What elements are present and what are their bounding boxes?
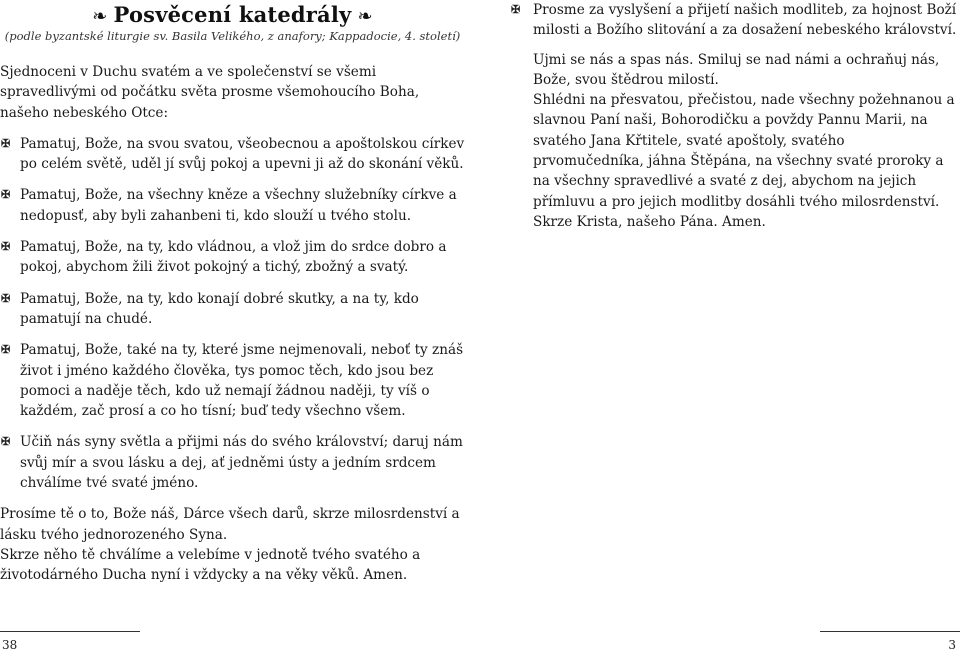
intro-paragraph: Sjednoceni v Duchu svatém a ve společenství se všemi spravedlivými od počátku světa prosme všemohoucího Boha, našeho nebeského Otce: bbox=[0, 64, 420, 121]
cross-icon: ✠ bbox=[1, 188, 11, 202]
page-subtitle: (podle byzantské liturgie sv. Basila Velikého, z anafory; Kappadocie, 4. století) bbox=[4, 29, 461, 43]
petition-text: Pamatuj, Bože, na ty, kdo vládnou, a vlož jim do srdce dobro a pokoj, abychom žili život pokojný a tichý, zbožný a svatý. bbox=[20, 239, 447, 276]
response-paragraph: Ujmi se nás a spas nás. Smiluj se nad námi a ochraňuj nás, Bože, svou štědrou milostí. bbox=[533, 51, 940, 88]
petition-text: Prosme za vyslyšení a přijetí našich modliteb, za hojnost Boží milosti a Božího slitování a za dosažení nebeského království. bbox=[533, 2, 957, 39]
closing-doxology: Skrze něho tě chválíme a velebíme v jednotě tvého svatého a životodárného Ducha nyní i vždycky a na věky věků. Amen. bbox=[0, 546, 421, 584]
fleuron-icon: ❧ bbox=[357, 6, 373, 27]
fleuron-icon: ❧ bbox=[92, 6, 108, 27]
footer-rule-left bbox=[0, 631, 140, 632]
footer-rule-right bbox=[820, 631, 960, 632]
right-page bbox=[511, 0, 958, 232]
petition-text: Učiň nás syny světla a přijmi nás do svého království; daruj nám svůj mír a svou lásku a dej, ať jedněmi ústy a jedním srdcem chválíme tvé svaté jméno. bbox=[20, 434, 463, 492]
page-title bbox=[0, 2, 465, 27]
closing-paragraph: Prosíme tě o to, Bože náš, Dárce všech darů, skrze milosrdenství a lásku tvého jednorozeného Syna. bbox=[0, 506, 460, 543]
petition-item bbox=[0, 237, 465, 278]
cross-icon: ✠ bbox=[1, 136, 11, 150]
petition-text: Pamatuj, Bože, také na ty, které jsme nejmenovali, neboť ty znáš život i jméno každého člověka, tys pomoc těch, kdo jsou bez pomoci a naděje těch, kdo už nemají žádnou naději, ty víš o každém, zač prosí a co ho tísní; buď tedy všechno všem. bbox=[20, 342, 464, 420]
cross-icon: ✠ bbox=[511, 3, 521, 16]
page-number-right: 3 bbox=[948, 638, 956, 652]
page-number-left: 38 bbox=[2, 638, 18, 652]
cross-icon: ✠ bbox=[1, 240, 11, 254]
left-page bbox=[0, 0, 465, 586]
petition-item bbox=[511, 0, 958, 41]
petition-item bbox=[0, 185, 465, 226]
cross-icon: ✠ bbox=[1, 343, 11, 357]
petition-item bbox=[0, 432, 465, 493]
petition-item bbox=[0, 289, 465, 330]
commemoration-paragraph: Shlédni na přesvatou, přečistou, nade všechny požehnanou a slavnou Paní naši, Bohorodičku a povždy Pannu Marii, na svatého Jana Křtitele, svaté apoštoly, svatého prvomučedníka, jáhna Štěpána, na všechny svaté proroky a na všechny spravedlivé a svaté z dej, abychom na jejich přímluvu a pro jejich modlitby dosáhli tvého milosrdenství. Skrze Krista, našeho Pána. Amen. bbox=[533, 92, 955, 230]
petition-text: Pamatuj, Bože, na svou svatou, všeobecnou a apoštolskou církev po celém světě, uděl jí svůj pokoj a upevni ji až do skonání věků. bbox=[20, 135, 465, 173]
petition-text: Pamatuj, Bože, na ty, kdo konají dobré skutky, a na ty, kdo pamatují na chudé. bbox=[20, 290, 419, 327]
title-text: Posvěcení katedrály bbox=[113, 2, 352, 27]
petition-item bbox=[0, 134, 465, 175]
cross-icon: ✠ bbox=[1, 435, 11, 449]
petition-text: Pamatuj, Bože, na všechny kněze a všechny služebníky církve a nedopusť, aby byli zahanbeni ti, kdo slouží u tvého stolu. bbox=[20, 187, 457, 224]
petition-item bbox=[0, 340, 465, 421]
cross-icon: ✠ bbox=[1, 291, 11, 305]
